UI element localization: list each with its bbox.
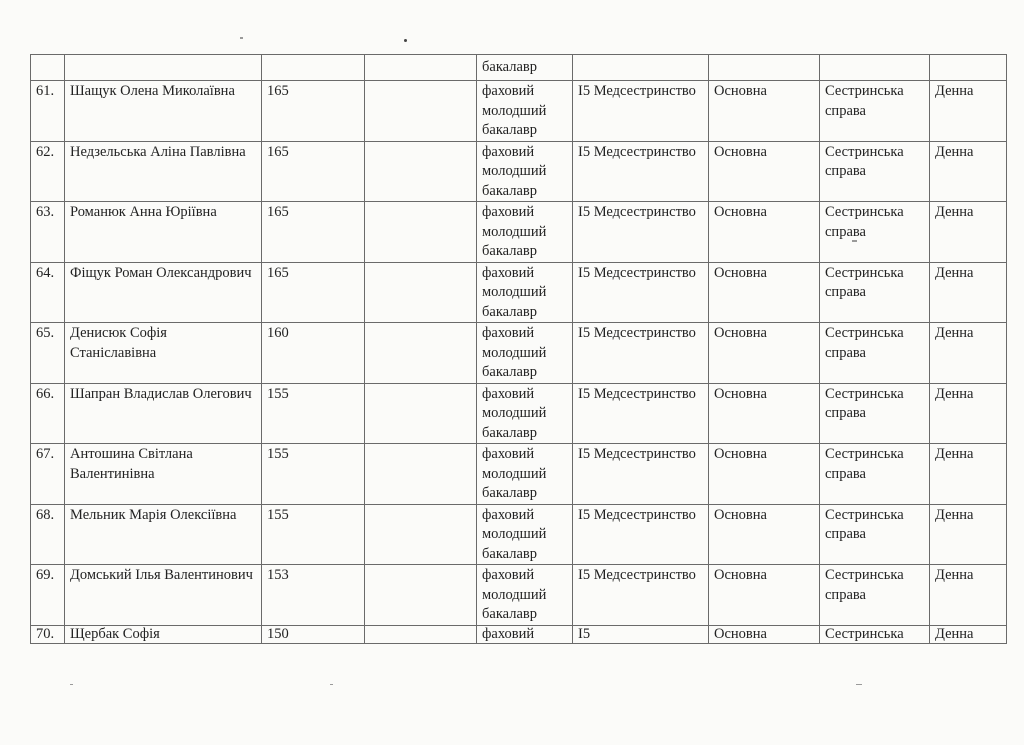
cell-program bbox=[820, 55, 930, 81]
scan-speck bbox=[240, 37, 243, 39]
cell-basis: Основна bbox=[709, 444, 820, 505]
cell-basis: Основна bbox=[709, 323, 820, 384]
cell-num: 62. bbox=[31, 141, 65, 202]
cell-name: Недзельська Аліна Павлівна bbox=[65, 141, 262, 202]
cell-program: Сестринська справа bbox=[820, 444, 930, 505]
cell-program: Сестринська справа bbox=[820, 81, 930, 142]
cell-basis: Основна bbox=[709, 202, 820, 263]
cell-extra bbox=[365, 323, 477, 384]
cell-form: Денна bbox=[930, 202, 1007, 263]
cell-name: Щербак Софія bbox=[65, 625, 262, 643]
cell-form: Денна bbox=[930, 504, 1007, 565]
cell-degree: фаховий молодший бакалавр bbox=[477, 565, 573, 626]
cell-num bbox=[31, 55, 65, 81]
cell-form: Денна bbox=[930, 625, 1007, 643]
cell-name: Денисюк Софія Станіславівна bbox=[65, 323, 262, 384]
cell-form: Денна bbox=[930, 141, 1007, 202]
cell-specialty: I5 Медсестринство bbox=[573, 323, 709, 384]
cell-form: Денна bbox=[930, 323, 1007, 384]
cell-num: 70. bbox=[31, 625, 65, 643]
cell-name: Шащук Олена Миколаївна bbox=[65, 81, 262, 142]
cell-score: 165 bbox=[262, 81, 365, 142]
cell-score: 155 bbox=[262, 444, 365, 505]
table-row-continued bbox=[31, 55, 1007, 81]
scan-speck bbox=[70, 684, 73, 685]
cell-degree: фаховий bbox=[477, 625, 573, 643]
cell-degree: фаховий молодший бакалавр bbox=[477, 444, 573, 505]
cell-score bbox=[262, 55, 365, 81]
cell-score: 153 bbox=[262, 565, 365, 626]
table-row bbox=[31, 81, 1007, 142]
cell-extra bbox=[365, 444, 477, 505]
cell-score: 160 bbox=[262, 323, 365, 384]
cell-extra bbox=[365, 262, 477, 323]
table-row-cut-off bbox=[31, 625, 1007, 643]
cell-degree: бакалавр bbox=[477, 55, 573, 81]
cell-form: Денна bbox=[930, 565, 1007, 626]
cell-program: Сестринська справа bbox=[820, 504, 930, 565]
cell-specialty: I5 Медсестринство bbox=[573, 141, 709, 202]
cell-specialty: I5 Медсестринство bbox=[573, 202, 709, 263]
cell-specialty bbox=[573, 55, 709, 81]
cell-program: Сестринська справа bbox=[820, 323, 930, 384]
cell-num: 64. bbox=[31, 262, 65, 323]
cell-degree: фаховий молодший бакалавр bbox=[477, 383, 573, 444]
cell-basis: Основна bbox=[709, 504, 820, 565]
scan-speck bbox=[330, 684, 333, 685]
cell-num: 63. bbox=[31, 202, 65, 263]
cell-specialty: I5 Медсестринство bbox=[573, 262, 709, 323]
cell-specialty: I5 Медсестринство bbox=[573, 81, 709, 142]
cell-specialty: I5 Медсестринство bbox=[573, 504, 709, 565]
scan-speck bbox=[404, 39, 407, 42]
table-row bbox=[31, 565, 1007, 626]
cell-name: Шапран Владислав Олегович bbox=[65, 383, 262, 444]
cell-basis: Основна bbox=[709, 625, 820, 643]
cell-basis: Основна bbox=[709, 81, 820, 142]
table-row bbox=[31, 444, 1007, 505]
cell-degree: фаховий молодший бакалавр bbox=[477, 81, 573, 142]
cell-name: Фіщук Роман Олександрович bbox=[65, 262, 262, 323]
cell-extra bbox=[365, 202, 477, 263]
cell-basis: Основна bbox=[709, 383, 820, 444]
cell-form: Денна bbox=[930, 444, 1007, 505]
cell-basis: Основна bbox=[709, 141, 820, 202]
cell-specialty: I5 Медсестринство bbox=[573, 565, 709, 626]
cell-score: 165 bbox=[262, 141, 365, 202]
cell-degree: фаховий молодший бакалавр bbox=[477, 141, 573, 202]
cell-extra bbox=[365, 55, 477, 81]
cell-score: 155 bbox=[262, 504, 365, 565]
cell-score: 155 bbox=[262, 383, 365, 444]
table-row bbox=[31, 202, 1007, 263]
cell-program: Сестринська справа bbox=[820, 141, 930, 202]
cell-num: 69. bbox=[31, 565, 65, 626]
cell-form: Денна bbox=[930, 383, 1007, 444]
cell-program: Сестринська справа bbox=[820, 565, 930, 626]
cell-program: Сестринська справа bbox=[820, 202, 930, 263]
cell-specialty: I5 Медсестринство bbox=[573, 383, 709, 444]
cell-name: Мельник Марія Олексіївна bbox=[65, 504, 262, 565]
scan-speck bbox=[856, 684, 862, 685]
applicants-table bbox=[30, 54, 1007, 644]
cell-basis: Основна bbox=[709, 565, 820, 626]
cell-extra bbox=[365, 141, 477, 202]
cell-extra bbox=[365, 504, 477, 565]
cell-score: 165 bbox=[262, 262, 365, 323]
cell-num: 67. bbox=[31, 444, 65, 505]
cell-form: Денна bbox=[930, 262, 1007, 323]
cell-score: 165 bbox=[262, 202, 365, 263]
cell-name: Домський Ілья Валентинович bbox=[65, 565, 262, 626]
cell-extra bbox=[365, 625, 477, 643]
cell-basis bbox=[709, 55, 820, 81]
cell-basis: Основна bbox=[709, 262, 820, 323]
cell-specialty: I5 bbox=[573, 625, 709, 643]
cell-form: Денна bbox=[930, 81, 1007, 142]
cell-extra bbox=[365, 383, 477, 444]
cell-program: Сестринська справа bbox=[820, 383, 930, 444]
table-row bbox=[31, 383, 1007, 444]
cell-specialty: I5 Медсестринство bbox=[573, 444, 709, 505]
cell-num: 61. bbox=[31, 81, 65, 142]
cell-num: 66. bbox=[31, 383, 65, 444]
table-body bbox=[31, 55, 1007, 644]
cell-name: Романюк Анна Юріївна bbox=[65, 202, 262, 263]
table-row bbox=[31, 141, 1007, 202]
cell-name bbox=[65, 55, 262, 81]
table-row bbox=[31, 323, 1007, 384]
cell-name: Антошина Світлана Валентинівна bbox=[65, 444, 262, 505]
cell-extra bbox=[365, 81, 477, 142]
cell-degree: фаховий молодший бакалавр bbox=[477, 504, 573, 565]
cell-num: 65. bbox=[31, 323, 65, 384]
cell-extra bbox=[365, 565, 477, 626]
cell-degree: фаховий молодший бакалавр bbox=[477, 202, 573, 263]
cell-program: Сестринська bbox=[820, 625, 930, 643]
cell-program: Сестринська справа bbox=[820, 262, 930, 323]
table-row bbox=[31, 504, 1007, 565]
table-row bbox=[31, 262, 1007, 323]
cell-form bbox=[930, 55, 1007, 81]
cell-score: 150 bbox=[262, 625, 365, 643]
cell-degree: фаховий молодший бакалавр bbox=[477, 262, 573, 323]
cell-num: 68. bbox=[31, 504, 65, 565]
cell-degree: фаховий молодший бакалавр bbox=[477, 323, 573, 384]
